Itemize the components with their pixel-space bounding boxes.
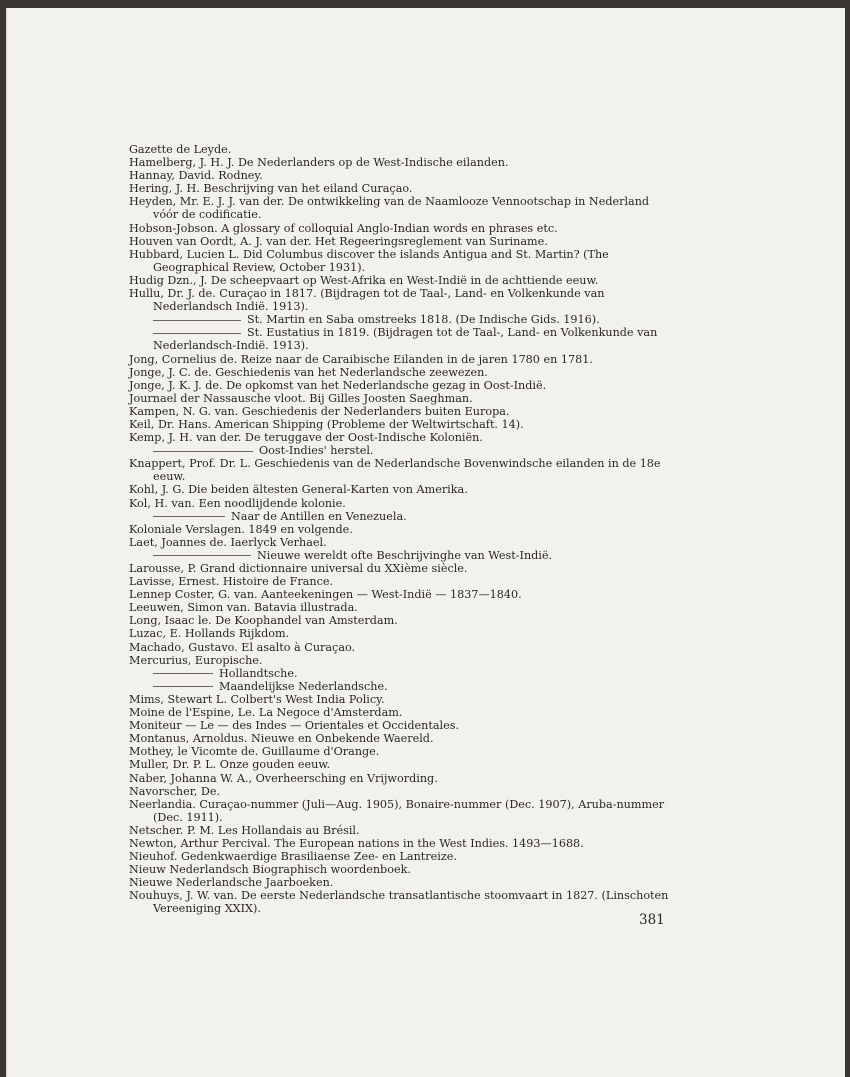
- bibliography-entry-text: Larousse, P. Grand dictionnaire universal du XXième siècle.: [129, 562, 468, 575]
- bibliography-entry: [129, 588, 669, 601]
- bibliography-entry: [129, 732, 669, 745]
- bibliography-entry-text: Laet, Joannes de. Iaerlyck Verhael.: [129, 535, 327, 549]
- bibliography-entry: [129, 850, 669, 863]
- bibliography-entry-text: Neerlandia. Curaçao-nummer (Juli—Aug. 1905), Bonaire-nummer (Dec. 1907), Aruba-nummer (Dec. 1911).: [129, 797, 665, 824]
- bibliography-entry: [129, 824, 669, 837]
- bibliography-entry: [129, 235, 669, 248]
- bibliography-entry: [129, 772, 669, 785]
- bibliography-entry-text: Keil, Dr. Hans. American Shipping (Probleme der Weltwirtschaft. 14).: [129, 417, 524, 431]
- bibliography-entry: [129, 785, 669, 798]
- bibliography-entry: [129, 889, 669, 915]
- bibliography-entry: [129, 274, 669, 287]
- bibliography-entry: [129, 523, 669, 536]
- bibliography-entry-text: Kohl, J. G. Die beiden ältesten General-Karten von Amerika.: [129, 483, 468, 497]
- bibliography-entry: [129, 562, 669, 575]
- bibliography-entry: [129, 326, 669, 352]
- bibliography-entry: [129, 693, 669, 706]
- bibliography-entry: [129, 876, 669, 889]
- bibliography-entry: [129, 169, 669, 182]
- bibliography-entry-text: Montanus, Arnoldus. Nieuwe en Onbekende Waereld.: [129, 732, 434, 746]
- bibliography-entry: [129, 483, 669, 496]
- bibliography-entry: [129, 627, 669, 640]
- ditto-dash: [153, 516, 225, 517]
- bibliography-entry-text: Knappert, Prof. Dr. L. Geschiedenis van de Nederlandsche Bovenwindsche eilanden in de 18e eeuw.: [129, 457, 661, 484]
- bibliography-entry-text: Nieuw Nederlandsch Biographisch woordenboek.: [129, 863, 411, 877]
- bibliography-entry-text: Maandelijkse Nederlandsche.: [219, 679, 388, 693]
- bibliography-entry: [129, 641, 669, 654]
- ditto-dash: [153, 333, 241, 334]
- bibliography-entry-text: Muller, Dr. P. L. Onze gouden eeuw.: [129, 758, 331, 772]
- ditto-dash: [153, 673, 213, 674]
- bibliography-entry-text: Jong, Cornelius de. Reize naar de Caraibische Eilanden in de jaren 1780 en 1781.: [129, 352, 593, 366]
- bibliography-entry-text: Hering, J. H. Beschrijving van het eiland Curaçao.: [129, 182, 413, 196]
- bibliography-entry-text: Hollandtsche.: [219, 666, 298, 680]
- bibliography-entry: [129, 444, 669, 457]
- bibliography-entry: [129, 536, 669, 549]
- bibliography-entry-text: Hobson-Jobson. A glossary of colloquial Anglo-Indian words en phrases etc.: [129, 221, 558, 235]
- bibliography-entry-text: Machado, Gustavo. El asalto à Curaçao.: [129, 640, 356, 654]
- bibliography-entry: [129, 614, 669, 627]
- bibliography-list: [129, 143, 669, 916]
- bibliography-entry: [129, 195, 669, 221]
- bibliography-entry-text: Kemp, J. H. van der. De teruggave der Oost-Indische Koloniën.: [129, 431, 483, 445]
- bibliography-entry-text: Oost-Indies' herstel.: [259, 444, 374, 458]
- bibliography-entry-text: Hannay, David. Rodney.: [129, 169, 263, 183]
- bibliography-entry: [129, 222, 669, 235]
- bibliography-entry-text: Naber, Johanna W. A., Overheersching en Vrijwording.: [129, 771, 438, 785]
- bibliography-entry-text: Hudig Dzn., J. De scheepvaart op West-Afrika en West-Indië in de achttiende eeuw.: [129, 273, 599, 287]
- bibliography-entry: [129, 667, 669, 680]
- bibliography-entry: [129, 601, 669, 614]
- bibliography-entry-text: Leeuwen, Simon van. Batavia illustrada.: [129, 601, 358, 615]
- bibliography-entry-text: Gazette de Leyde.: [129, 143, 232, 156]
- bibliography-entry-text: Hubbard, Lucien L. Did Columbus discover the islands Antigua and St. Martin? (The Geographical Review, October 1931).: [129, 247, 609, 274]
- bibliography-entry: [129, 758, 669, 771]
- bibliography-entry-text: Mims, Stewart L. Colbert's West India Policy.: [129, 692, 385, 706]
- bibliography-entry-text: Nieuwe wereldt ofte Beschrijvinghe van West-Indië.: [257, 548, 553, 562]
- bibliography-entry: [129, 431, 669, 444]
- bibliography-entry-text: Moine de l'Espine, Le. La Negoce d'Amsterdam.: [129, 706, 403, 720]
- bibliography-entry: [129, 510, 669, 523]
- bibliography-entry-text: Nieuhof. Gedenkwaerdige Brasiliaense Zee- en Lantreize.: [129, 850, 457, 864]
- bibliography-entry: [129, 575, 669, 588]
- bibliography-entry-text: Kol, H. van. Een noodlijdende kolonie.: [129, 496, 346, 510]
- bibliography-entry-text: Kampen, N. G. van. Geschiedenis der Nederlanders buiten Europa.: [129, 404, 510, 418]
- bibliography-entry: [129, 837, 669, 850]
- bibliography-entry-text: St. Eustatius in 1819. (Bijdragen tot de Taal-, Land- en Volkenkunde van Nederlandsch-Indië. 1913).: [153, 326, 658, 353]
- bibliography-entry: [129, 549, 669, 562]
- bibliography-entry-text: St. Martin en Saba omstreeks 1818. (De Indische Gids. 1916).: [247, 313, 600, 327]
- bibliography-entry-text: Heyden, Mr. E. J. J. van der. De ontwikkeling van de Naamlooze Vennootschap in Nederland vóór de codificatie.: [129, 195, 650, 222]
- ditto-dash: [153, 320, 241, 321]
- ditto-dash: [153, 451, 253, 452]
- bibliography-entry: [129, 497, 669, 510]
- bibliography-entry-text: Mothey, le Vicomte de. Guillaume d'Orange.: [129, 745, 380, 759]
- bibliography-entry-text: Newton, Arthur Percival. The European nations in the West Indies. 1493—1688.: [129, 836, 584, 850]
- bibliography-entry: [129, 143, 669, 156]
- ditto-dash: [153, 555, 251, 556]
- bibliography-entry-text: Lavisse, Ernest. Histoire de France.: [129, 575, 334, 589]
- bibliography-entry: [129, 654, 669, 667]
- bibliography-entry: [129, 366, 669, 379]
- bibliography-entry: [129, 248, 669, 274]
- bibliography-entry-text: Nieuwe Nederlandsche Jaarboeken.: [129, 876, 334, 890]
- bibliography-entry: [129, 353, 669, 366]
- bibliography-entry: [129, 863, 669, 876]
- bibliography-entry-text: Jonge, J. K. J. de. De opkomst van het Nederlandsche gezag in Oost-Indië.: [129, 378, 547, 392]
- bibliography-entry: [129, 379, 669, 392]
- bibliography-entry-text: Hamelberg, J. H. J. De Nederlanders op de West-Indische eilanden.: [129, 156, 509, 170]
- bibliography-entry: [129, 313, 669, 326]
- bibliography-entry: [129, 719, 669, 732]
- bibliography-entry: [129, 798, 669, 824]
- bibliography-entry: [129, 156, 669, 169]
- bibliography-entry-text: Koloniale Verslagen. 1849 en volgende.: [129, 522, 353, 536]
- bibliography-entry-text: Luzac, E. Hollands Rijkdom.: [129, 627, 290, 641]
- bibliography-entry-text: Moniteur — Le — des Indes — Orientales et Occidentales.: [129, 719, 460, 733]
- bibliography-entry-text: Navorscher, De.: [129, 784, 221, 798]
- bibliography-entry-text: Journael der Nassausche vloot. Bij Gilles Joosten Saeghman.: [129, 391, 473, 405]
- bibliography-entry-text: Naar de Antillen en Venezuela.: [231, 509, 407, 523]
- bibliography-entry-text: Houven van Oordt, A. J. van der. Het Regeeringsreglement van Suriname.: [129, 234, 548, 248]
- bibliography-entry-text: Mercurius, Europische.: [129, 653, 263, 667]
- bibliography-entry: [129, 418, 669, 431]
- page-number: 381: [639, 912, 665, 928]
- bibliography-entry-text: Hullu, Dr. J. de. Curaçao in 1817. (Bijdragen tot de Taal-, Land- en Volkenkunde van Nederlandsch Indië. 1913).: [129, 287, 605, 314]
- bibliography-entry: [129, 405, 669, 418]
- bibliography-entry-text: Long, Isaac le. De Koophandel van Amsterdam.: [129, 614, 398, 628]
- bibliography-entry: [129, 457, 669, 483]
- bibliography-entry-text: Jonge, J. C. de. Geschiedenis van het Nederlandsche zeewezen.: [129, 365, 488, 379]
- bibliography-entry: [129, 745, 669, 758]
- bibliography-entry: [129, 287, 669, 313]
- bibliography-entry-text: Netscher. P. M. Les Hollandais au Brésil.: [129, 823, 360, 837]
- ditto-dash: [153, 686, 213, 687]
- bibliography-entry-text: Lennep Coster, G. van. Aanteekeningen — West-Indië — 1837—1840.: [129, 588, 522, 602]
- bibliography-entry: [129, 392, 669, 405]
- bibliography-entry-text: Nouhuys, J. W. van. De eerste Nederlandsche transatlantische stoomvaart in 1827. (Linschoten Vereeniging XXIX).: [129, 889, 669, 916]
- bibliography-entry: [129, 182, 669, 195]
- bibliography-entry: [129, 680, 669, 693]
- bibliography-entry: [129, 706, 669, 719]
- document-page: [6, 8, 845, 1077]
